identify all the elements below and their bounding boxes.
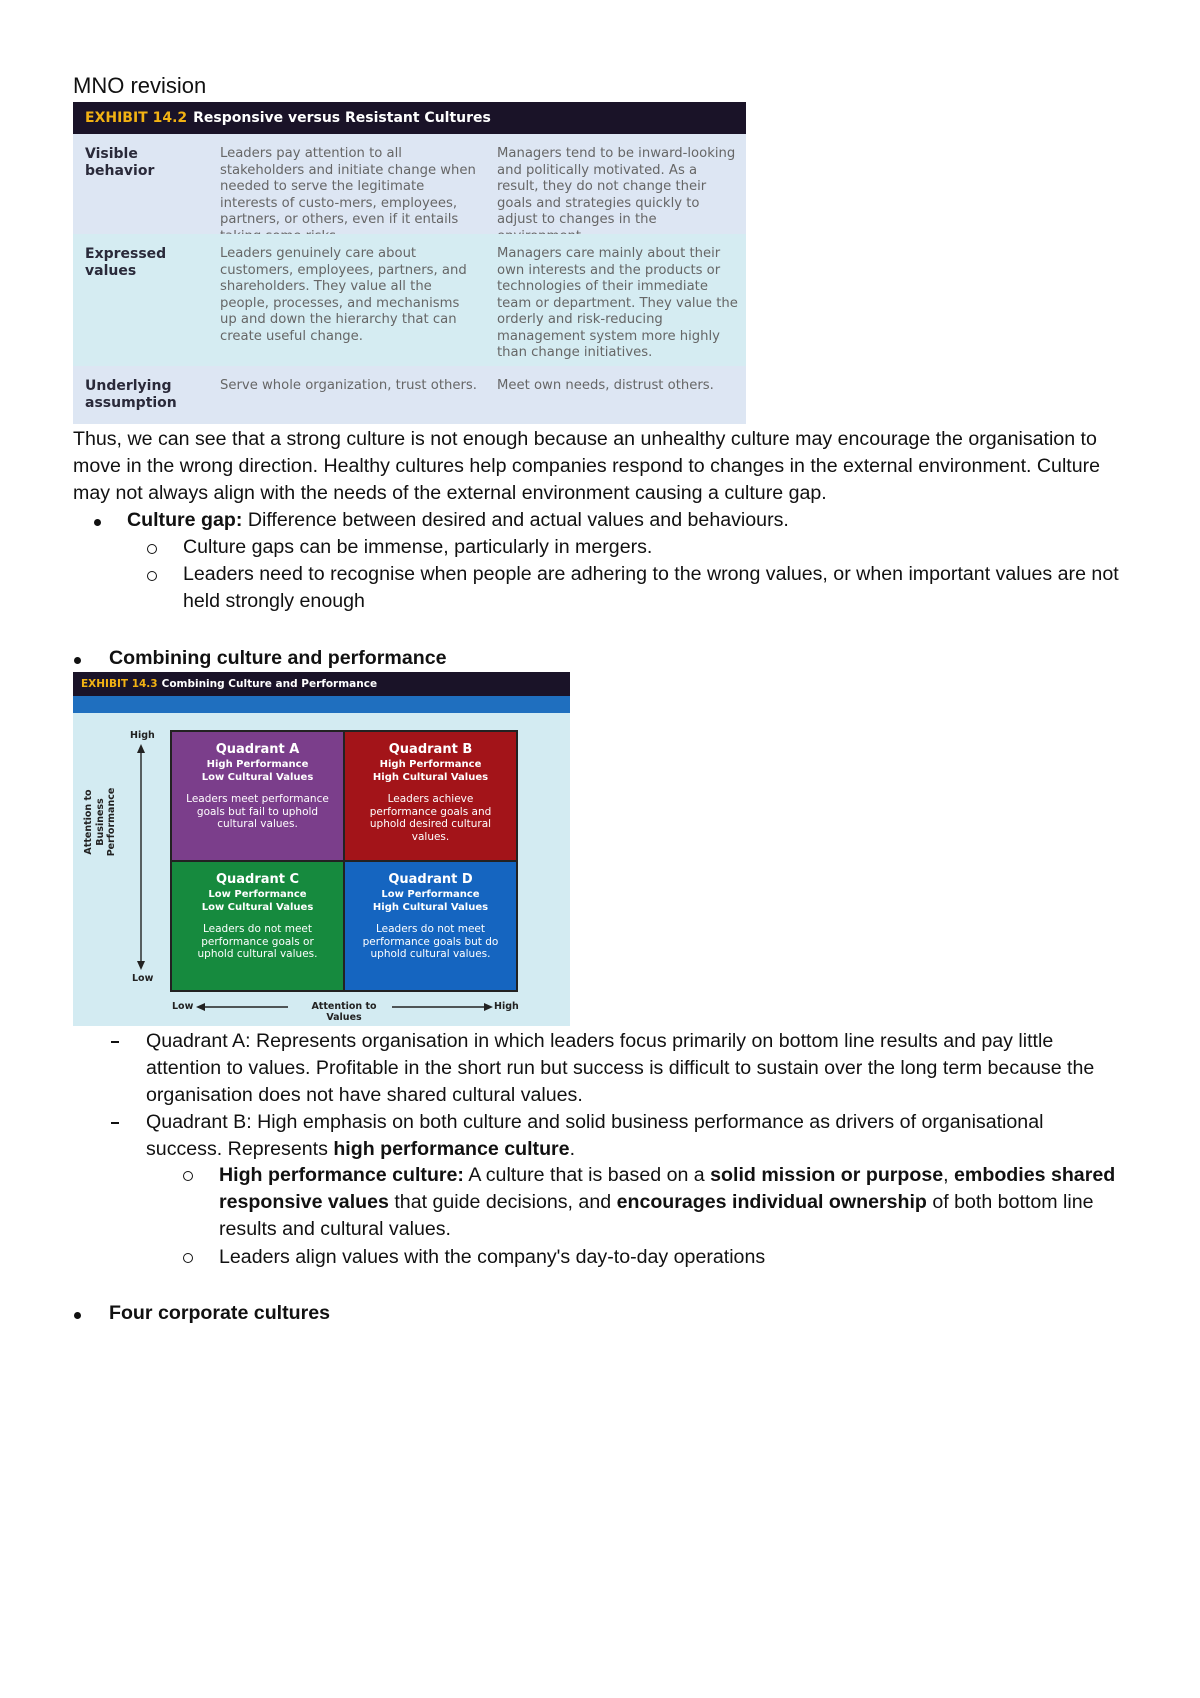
row-label: Visible behavior [85,146,155,179]
quadrant-a [172,732,343,860]
dash-bullet [111,1122,119,1124]
exhibit-14-2-header [73,102,746,134]
exhibit-number: EXHIBIT 14.2 [85,110,188,126]
header-band [73,696,570,713]
quadrant-title: Quadrant C [215,872,300,887]
responsive-cell: Leaders genuinely care about customers, employees, partners, and shareholders. They value all the people, processes, and mechanisms up and down the hierarchy that can create useful change. [220,246,467,344]
resistant-cell: Managers tend to be inward-looking and politically motivated. As a result, they do not change their goals and strategies quickly to adjust to changes in the [497,146,736,227]
y-axis-high: High [130,730,155,741]
resistant-cell: Managers care mainly about their own interests and the products or technologies of their immediate team or department. They value the orderly and risk-reducing management system more highly than change initiatives. [497,246,738,360]
hpc-bold: embodies shared responsive values [219,1164,1116,1213]
quadrant-description: Leaders do not meet performance goals or uphold cultural values. [197,923,318,960]
quadrant-performance: High Performance [206,759,309,770]
y-axis-low: Low [132,973,154,984]
culture-gap-term: Culture gap: [127,509,243,531]
quadrant-performance: Low Performance [208,889,307,900]
table-row [73,366,746,424]
y-axis-label-line: Business [94,798,106,846]
quadrant-values: High Cultural Values [372,772,489,783]
exhibit-title: Responsive versus Resistant Cultures [193,110,491,126]
culture-gap-sub-1: Culture gaps can be immense, particularly in mergers. [183,536,653,558]
row-label: Expressed values [85,246,167,279]
table-row [73,134,746,234]
bullet-dot [94,519,101,526]
y-axis-label-line: Performance [106,787,117,857]
bullet-dot [74,657,81,664]
hpc-text: , [943,1164,955,1186]
culture-gap-sub-2: Leaders need to recognise when people are adhering to the wrong values, or when important values are not held strongly enough [183,563,1119,612]
y-axis-arrow [135,744,147,970]
quadrant-description: Leaders achieve performance goals and uphold desired cultural values. [369,793,492,843]
sub-bullet-circle [183,1171,193,1181]
y-axis-label-line: Attention to [83,789,94,855]
hpc-bold: solid mission or purpose [710,1164,944,1186]
quadrant-b-end: . [569,1138,576,1160]
culture-gap-item [127,507,1127,534]
quadrant-values: High Cultural Values [372,902,489,913]
quadrant-title: Quadrant A [215,742,300,757]
hpc-definition [219,1162,1124,1243]
table-row [73,234,746,366]
quadrant-d [345,862,516,990]
exhibit-number: EXHIBIT 14.3 [81,678,158,690]
combining-heading: Combining culture and performance [109,647,447,669]
bullet-dot [74,1312,81,1319]
quadrant-performance: High Performance [379,759,482,770]
quadrant-description: Leaders do not meet performance goals but do uphold cultural values. [362,923,499,960]
row-label: Underlying assumption [85,378,177,411]
sub-bullet-circle [147,571,157,581]
hpc-text: that guide decisions, and [388,1191,617,1213]
x-axis-high: High [494,1001,519,1012]
hpc-term: High performance culture: [219,1164,464,1186]
exhibit-14-2-table [73,102,746,424]
quadrant-b-text: Quadrant B: High emphasis on both culture and solid business performance as drivers of organisational success. Represents [146,1111,1044,1160]
x-axis-low: Low [172,1001,194,1012]
sub-bullet-circle [183,1253,193,1263]
hpc-bold: encourages individual ownership [616,1191,927,1213]
intro-paragraph: Thus, we can see that a strong culture is not enough because an unhealthy culture may encourage the organisation to move in the wrong direction. Healthy cultures help companies respond to changes in the external environment. Culture may not always align with the needs of the external environment causing a culture gap. [73,428,1101,504]
x-axis-label: Attention to Values [311,1001,377,1023]
quadrant-b-note [146,1109,1121,1163]
sub-bullet-circle [147,544,157,554]
responsive-cell: Serve whole organization, trust others. [220,378,477,393]
exhibit-14-3-chart [73,672,570,1026]
quadrant-title: Quadrant D [388,872,473,887]
exhibit-title: Combining Culture and Performance [161,678,378,690]
quadrant-title: Quadrant B [388,742,473,757]
hpc-text: A culture that is based on a [463,1164,711,1186]
resistant-cell: Meet own needs, distrust others. [497,378,714,393]
culture-gap-definition: Difference between desired and actual values and behaviours. [242,509,789,531]
hpc-text: of both bottom line results and cultural values. [219,1191,1094,1240]
quadrant-performance: Low Performance [381,889,480,900]
align-note: Leaders align values with the company's day-to-day operations [219,1246,766,1268]
quadrant-b-bold: high performance culture [333,1138,570,1160]
quadrant-c [172,862,343,990]
four-cultures-heading: Four corporate cultures [109,1302,331,1324]
quadrant-description: Leaders meet performance goals but fail to uphold cultural values. [186,793,329,830]
responsive-cell: Leaders pay attention to all stakeholders and initiate change when needed to serve the legitimate interests of custo-mers, employees, partners, or others, even if it entails [220,146,476,227]
quadrant-a-note: Quadrant A: Represents organisation in which leaders focus primarily on bottom line results and pay little attention to values. Profitable in the short run but success is difficult to sustain over the long term because the organisation does not have shared cultural values. [146,1030,1095,1106]
document-title: MNO revision [73,73,207,98]
dash-bullet [111,1041,119,1043]
y-axis-label [83,737,118,907]
quadrant-b [345,732,516,860]
exhibit-14-3-header [73,672,570,696]
quadrant-values: Low Cultural Values [201,772,314,783]
quadrant-values: Low Cultural Values [201,902,314,913]
